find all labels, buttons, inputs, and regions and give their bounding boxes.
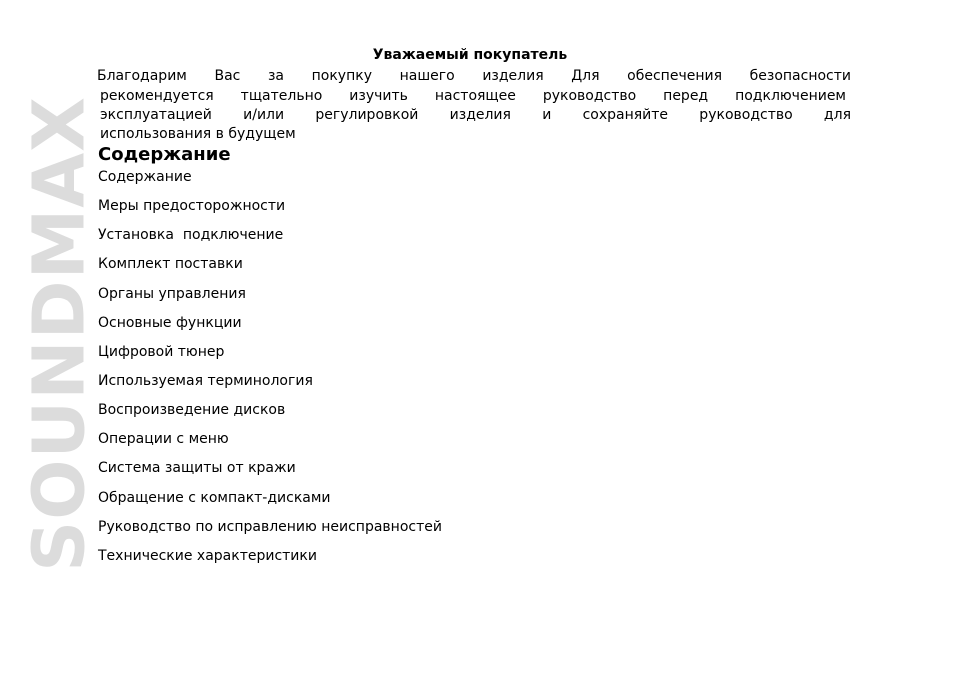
soundmax-watermark bbox=[17, 45, 101, 623]
contents-item: Используемая терминология bbox=[98, 372, 313, 389]
intro-line-4: использования в будущем bbox=[100, 126, 296, 142]
contents-item: Воспроизведение дисков bbox=[98, 402, 286, 419]
contents-item: Технические характеристики bbox=[98, 547, 317, 564]
contents-item: Основные функции bbox=[98, 314, 242, 331]
contents-item: Комплект поставки bbox=[98, 256, 243, 273]
intro-line-3: эксплуатацией и/или регулировкой изделия и сохраняйте руководство для bbox=[100, 107, 851, 123]
contents-heading: Содержание bbox=[98, 144, 231, 165]
contents-list bbox=[98, 167, 442, 575]
contents-item: Операции с меню bbox=[98, 431, 229, 448]
contents-item: Цифровой тюнер bbox=[98, 343, 225, 360]
contents-item: Меры предосторожности bbox=[98, 198, 286, 215]
contents-item: Руководство по исправлению неисправностей bbox=[98, 518, 442, 535]
contents-item: Органы управления bbox=[98, 285, 246, 302]
contents-item: Обращение с компакт-дисками bbox=[98, 489, 331, 506]
contents-item: Система защиты от кражи bbox=[98, 460, 296, 477]
intro-line-2: рекомендуется тщательно изучить настоящее руководство перед подключением bbox=[100, 88, 846, 104]
intro-line-1: Благодарим Вас за покупку нашего изделия Для обеспечения безопасности bbox=[97, 68, 851, 84]
contents-item: Установка подключение bbox=[98, 227, 284, 244]
watermark-text: SOUNDMAX bbox=[17, 96, 101, 572]
contents-item: Содержание bbox=[98, 169, 192, 185]
greeting-title: Уважаемый покупатель bbox=[372, 47, 568, 63]
